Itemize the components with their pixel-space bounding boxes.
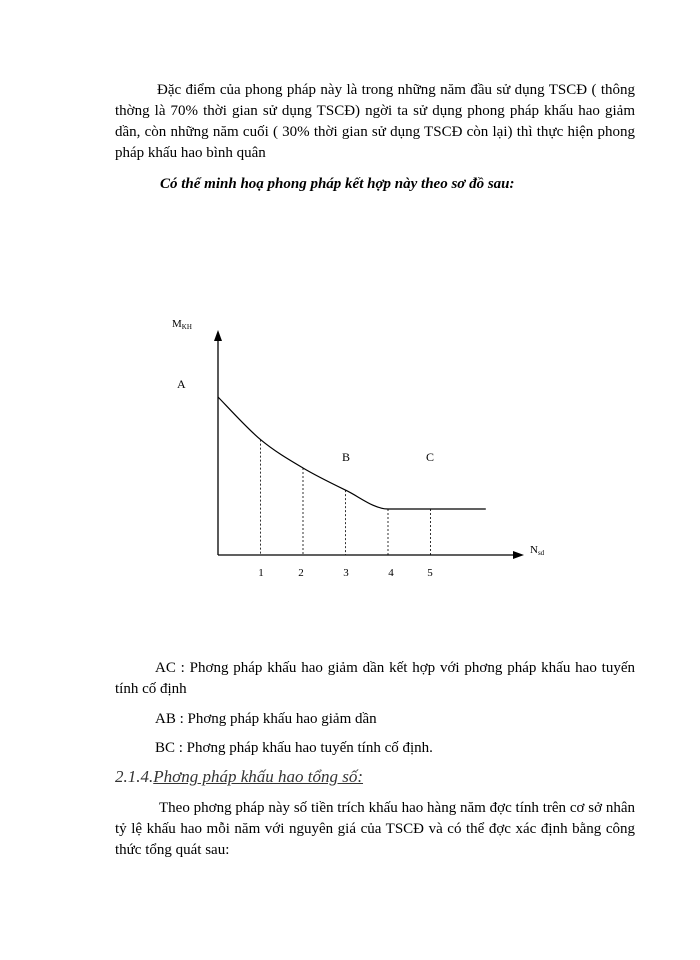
y-axis-label: MKH bbox=[172, 318, 192, 331]
method-paragraph: Theo phơng pháp này số tiền trích khấu hao hàng năm đợc tính trên cơ sở nhân tỷ lệ khấu hao mỗi năm với nguyên giá của TSCĐ và có thể đợc xác định bằng công thức tổng quát sau: bbox=[115, 800, 635, 858]
section-heading bbox=[115, 767, 363, 787]
legend-ac: AC : Phơng pháp khấu hao giảm dần kết hợp với phơng pháp khấu hao tuyến tính cố định bbox=[115, 660, 635, 697]
legend-bc: BC : Phơng pháp khấu hao tuyến tính cố định. bbox=[155, 740, 433, 756]
diagram-caption: Có thể minh hoạ phong pháp kết hợp này theo sơ đồ sau: bbox=[160, 176, 515, 192]
y-axis-arrow bbox=[214, 330, 222, 341]
point-label-a: A bbox=[177, 377, 186, 391]
x-tick-1: 1 bbox=[258, 567, 264, 579]
point-label-b: B bbox=[342, 450, 351, 464]
x-tick-4: 4 bbox=[388, 567, 394, 579]
intro-paragraph: Đặc điểm của phong pháp này là trong những năm đầu sử dụng TSCĐ ( thông thờng là 70% thời gian sử dụng TSCĐ) ngời ta sử dụng phong pháp khấu hao giảm dần, còn những năm cuối ( 30% thời gian sử dụng TSCĐ còn lại) thì thực hiện phong pháp khấu hao bình quân bbox=[115, 82, 635, 161]
section-title: Phơng pháp khấu hao tổng số: bbox=[153, 767, 364, 786]
x-tick-5: 5 bbox=[427, 567, 433, 579]
legend-ab: AB : Phơng pháp khấu hao giảm dần bbox=[155, 711, 377, 727]
x-tick-2: 2 bbox=[298, 567, 304, 579]
section-number: 2.1.4. bbox=[115, 767, 154, 786]
depreciation-curve bbox=[218, 397, 486, 509]
point-label-c: C bbox=[426, 450, 435, 464]
x-axis-arrow bbox=[513, 551, 524, 559]
x-axis-label: Nsd bbox=[530, 544, 545, 557]
x-tick-3: 3 bbox=[343, 567, 349, 579]
